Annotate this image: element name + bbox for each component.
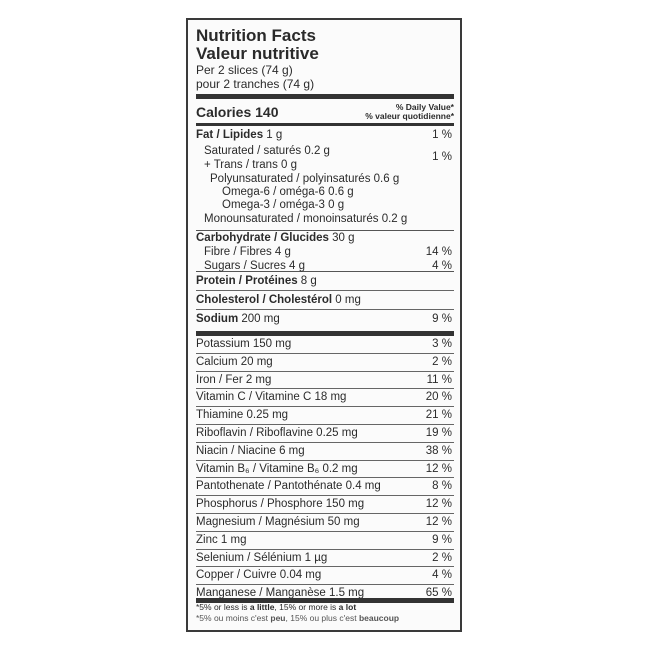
- nutrient-row: [196, 514, 454, 532]
- nutrient-pct: 2 %: [432, 355, 452, 368]
- nutrient-label: Niacin / Niacine 6 mg: [196, 444, 305, 457]
- nutrient-label: Manganese / Manganèse 1.5 mg: [196, 587, 365, 600]
- protein-row: [196, 272, 454, 291]
- daily-value-header-fr: % valeur quotidienne*: [365, 111, 454, 121]
- fat-label: Fat / Lipides: [196, 129, 264, 141]
- omega6-row: [196, 186, 454, 199]
- daily-value-header: [365, 103, 454, 121]
- nutrient-label: Potassium 150 mg: [196, 338, 292, 350]
- nutrition-facts-panel: [186, 18, 462, 632]
- nutrient-label: Riboflavin / Riboflavine 0.25 mg: [196, 426, 358, 439]
- divider-thick: [196, 94, 454, 99]
- saturated-label: Saturated / saturés 0.2 g: [204, 145, 330, 157]
- omega3-row: [196, 199, 454, 212]
- cholesterol-amount: 0 mg: [332, 294, 361, 306]
- nutrient-label: Copper / Cuivre 0.04 mg: [196, 569, 322, 582]
- nutrient-row: [196, 478, 454, 496]
- nutrient-pct: 2 %: [432, 551, 452, 564]
- daily-value-header-en: % Daily Value*: [395, 102, 454, 112]
- omega3-label: Omega-3 / oméga-3 0 g: [222, 199, 345, 211]
- footnote-en: *5% or less is a little, 15% or more is a lot: [196, 602, 357, 612]
- nutrient-row: [196, 354, 454, 372]
- sodium-pct: 9 %: [432, 313, 452, 325]
- nutrient-pct: 65 %: [425, 587, 452, 600]
- nutrient-label: Selenium / Sélénium 1 µg: [196, 551, 328, 564]
- fat-block: [196, 126, 454, 230]
- nutrient-label: Magnesium / Magnésium 50 mg: [196, 515, 360, 528]
- nutrient-row: [196, 443, 454, 461]
- serving-size-fr: pour 2 tranches (74 g): [196, 77, 315, 91]
- protein-amount: 8 g: [297, 275, 317, 287]
- nutrient-pct: 12 %: [425, 498, 452, 511]
- nutrition-table: [196, 27, 454, 603]
- footnote-fr: *5% ou moins c'est peu, 15% ou plus c'est beaucoup: [196, 613, 400, 623]
- footnote: [196, 602, 454, 624]
- fat-pct: 1 %: [432, 129, 452, 141]
- nutrient-label: Phosphorus / Phosphore 150 mg: [196, 498, 365, 511]
- nutrient-label: Vitamin B₆ / Vitamine B₆ 0.2 mg: [196, 462, 358, 475]
- sodium-row: [196, 310, 454, 329]
- nutrient-pct: 12 %: [425, 515, 452, 528]
- monounsaturated-label: Monounsaturated / monoinsaturés 0.2 g: [204, 213, 408, 225]
- saturated-row: [196, 144, 454, 163]
- fibre-row: [196, 245, 454, 259]
- nutrient-pct: 20 %: [425, 391, 452, 404]
- sugars-pct: 4 %: [432, 260, 452, 272]
- sugars-label: Sugars / Sucres 4 g: [204, 260, 305, 272]
- saturated-trans-pct: 1 %: [432, 151, 452, 163]
- nutrient-label: Vitamin C / Vitamine C 18 mg: [196, 391, 347, 404]
- cholesterol-row: [196, 291, 454, 310]
- cholesterol-label: Cholesterol / Cholestérol: [196, 294, 333, 306]
- fibre-pct: 14 %: [425, 246, 452, 258]
- nutrient-pct: 12 %: [425, 462, 452, 475]
- protein-label: Protein / Protéines: [196, 275, 298, 287]
- nutrient-pct: 9 %: [432, 533, 452, 546]
- nutrient-label: Iron / Fer 2 mg: [196, 373, 272, 386]
- nutrient-pct: 3 %: [432, 338, 452, 350]
- title-fr: Valeur nutritive: [196, 44, 319, 63]
- carbohydrate-block: [196, 231, 454, 271]
- nutrient-row: [196, 336, 454, 354]
- polyunsaturated-row: [196, 172, 454, 186]
- calories-row: [196, 101, 454, 123]
- nutrient-pct: 4 %: [432, 569, 452, 582]
- nutrient-row: [196, 461, 454, 479]
- fat-row: [196, 126, 454, 144]
- nutrient-pct: 19 %: [425, 426, 452, 439]
- nutrient-pct: 38 %: [425, 444, 452, 457]
- nutrient-label: Zinc 1 mg: [196, 533, 247, 546]
- nutrient-row: [196, 389, 454, 407]
- carbohydrate-row: [196, 231, 454, 245]
- nutrient-label: Calcium 20 mg: [196, 355, 273, 368]
- monounsaturated-row: [196, 212, 454, 226]
- nutrient-label: Thiamine 0.25 mg: [196, 409, 289, 422]
- nutrient-pct: 8 %: [432, 480, 452, 493]
- title-en: Nutrition Facts: [196, 26, 316, 45]
- trans-label: + Trans / trans 0 g: [204, 159, 298, 171]
- carbohydrate-amount: 30 g: [328, 232, 355, 244]
- nutrient-pct: 11 %: [426, 373, 452, 386]
- nutrient-label: Pantothenate / Pantothénate 0.4 mg: [196, 480, 381, 493]
- fibre-label: Fibre / Fibres 4 g: [204, 246, 291, 258]
- nutrient-row: [196, 407, 454, 425]
- nutrient-row: [196, 425, 454, 443]
- nutrient-row: [196, 372, 454, 390]
- nutrient-row: [196, 550, 454, 568]
- nutrient-row: [196, 532, 454, 550]
- omega6-label: Omega-6 / oméga-6 0.6 g: [222, 186, 354, 198]
- sodium-label: Sodium: [196, 313, 239, 325]
- sodium-amount: 200 mg: [238, 313, 280, 325]
- nutrient-pct: 21 %: [425, 409, 452, 422]
- fat-amount: 1 g: [263, 129, 283, 141]
- nutrient-row: [196, 585, 454, 603]
- nutrient-row: [196, 567, 454, 585]
- sugars-row: [196, 259, 454, 273]
- nutrient-row: [196, 496, 454, 514]
- polyunsaturated-label: Polyunsaturated / polyinsaturés 0.6 g: [210, 173, 400, 185]
- calories-label: Calories 140: [196, 104, 279, 120]
- serving-size-en: Per 2 slices (74 g): [196, 63, 293, 77]
- vitamin-mineral-list: [196, 336, 454, 603]
- trans-row: [196, 158, 454, 172]
- carbohydrate-label: Carbohydrate / Glucides: [196, 232, 329, 244]
